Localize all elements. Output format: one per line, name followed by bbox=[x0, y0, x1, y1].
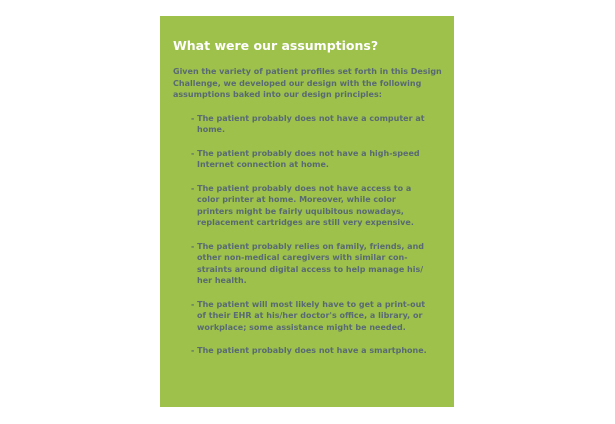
assumptions-list bbox=[173, 113, 442, 357]
assumption-line: straints around digital access to help manage his/ bbox=[197, 264, 424, 274]
assumption-line: - The patient probably does not have access to a bbox=[191, 183, 412, 193]
assumption-line: - The patient probably does not have a smartphone. bbox=[191, 346, 427, 355]
assumption-line: Internet connection at home. bbox=[197, 160, 329, 169]
assumption-line: workplace; some assistance might be needed. bbox=[197, 322, 406, 332]
assumptions-card bbox=[160, 16, 454, 407]
assumption-item bbox=[191, 299, 442, 334]
intro-paragraph bbox=[173, 66, 442, 101]
assumption-line: of their EHR at his/her doctor's office, a library, or bbox=[197, 311, 423, 320]
intro-line: Challenge, we developed our design with the following bbox=[173, 78, 422, 88]
assumption-line: - The patient probably does not have a computer at bbox=[191, 113, 425, 123]
assumption-line: printers might be fairly uquibitous nowadays, bbox=[197, 206, 404, 216]
assumption-item bbox=[191, 241, 442, 287]
assumption-line: her health. bbox=[197, 276, 247, 285]
assumption-line: - The patient probably does not have a high-speed bbox=[191, 148, 420, 158]
assumption-line: replacement cartridges are still very expensive. bbox=[197, 218, 414, 227]
card-title: What were our assumptions? bbox=[173, 38, 379, 53]
assumption-line: other non-medical caregivers with similar con- bbox=[197, 253, 408, 262]
assumption-item bbox=[191, 113, 442, 136]
assumption-item bbox=[191, 148, 442, 171]
assumption-line: - The patient probably relies on family, friends, and bbox=[191, 241, 424, 251]
assumption-line: color printer at home. Moreover, while color bbox=[197, 195, 396, 204]
assumption-line: home. bbox=[197, 125, 225, 134]
intro-line: Given the variety of patient profiles set forth in this Design bbox=[173, 67, 442, 76]
assumption-item bbox=[191, 345, 442, 357]
assumption-item bbox=[191, 183, 442, 229]
intro-line: assumptions baked into our design principles: bbox=[173, 90, 382, 99]
assumption-line: - The patient will most likely have to get a print-out bbox=[191, 299, 426, 309]
